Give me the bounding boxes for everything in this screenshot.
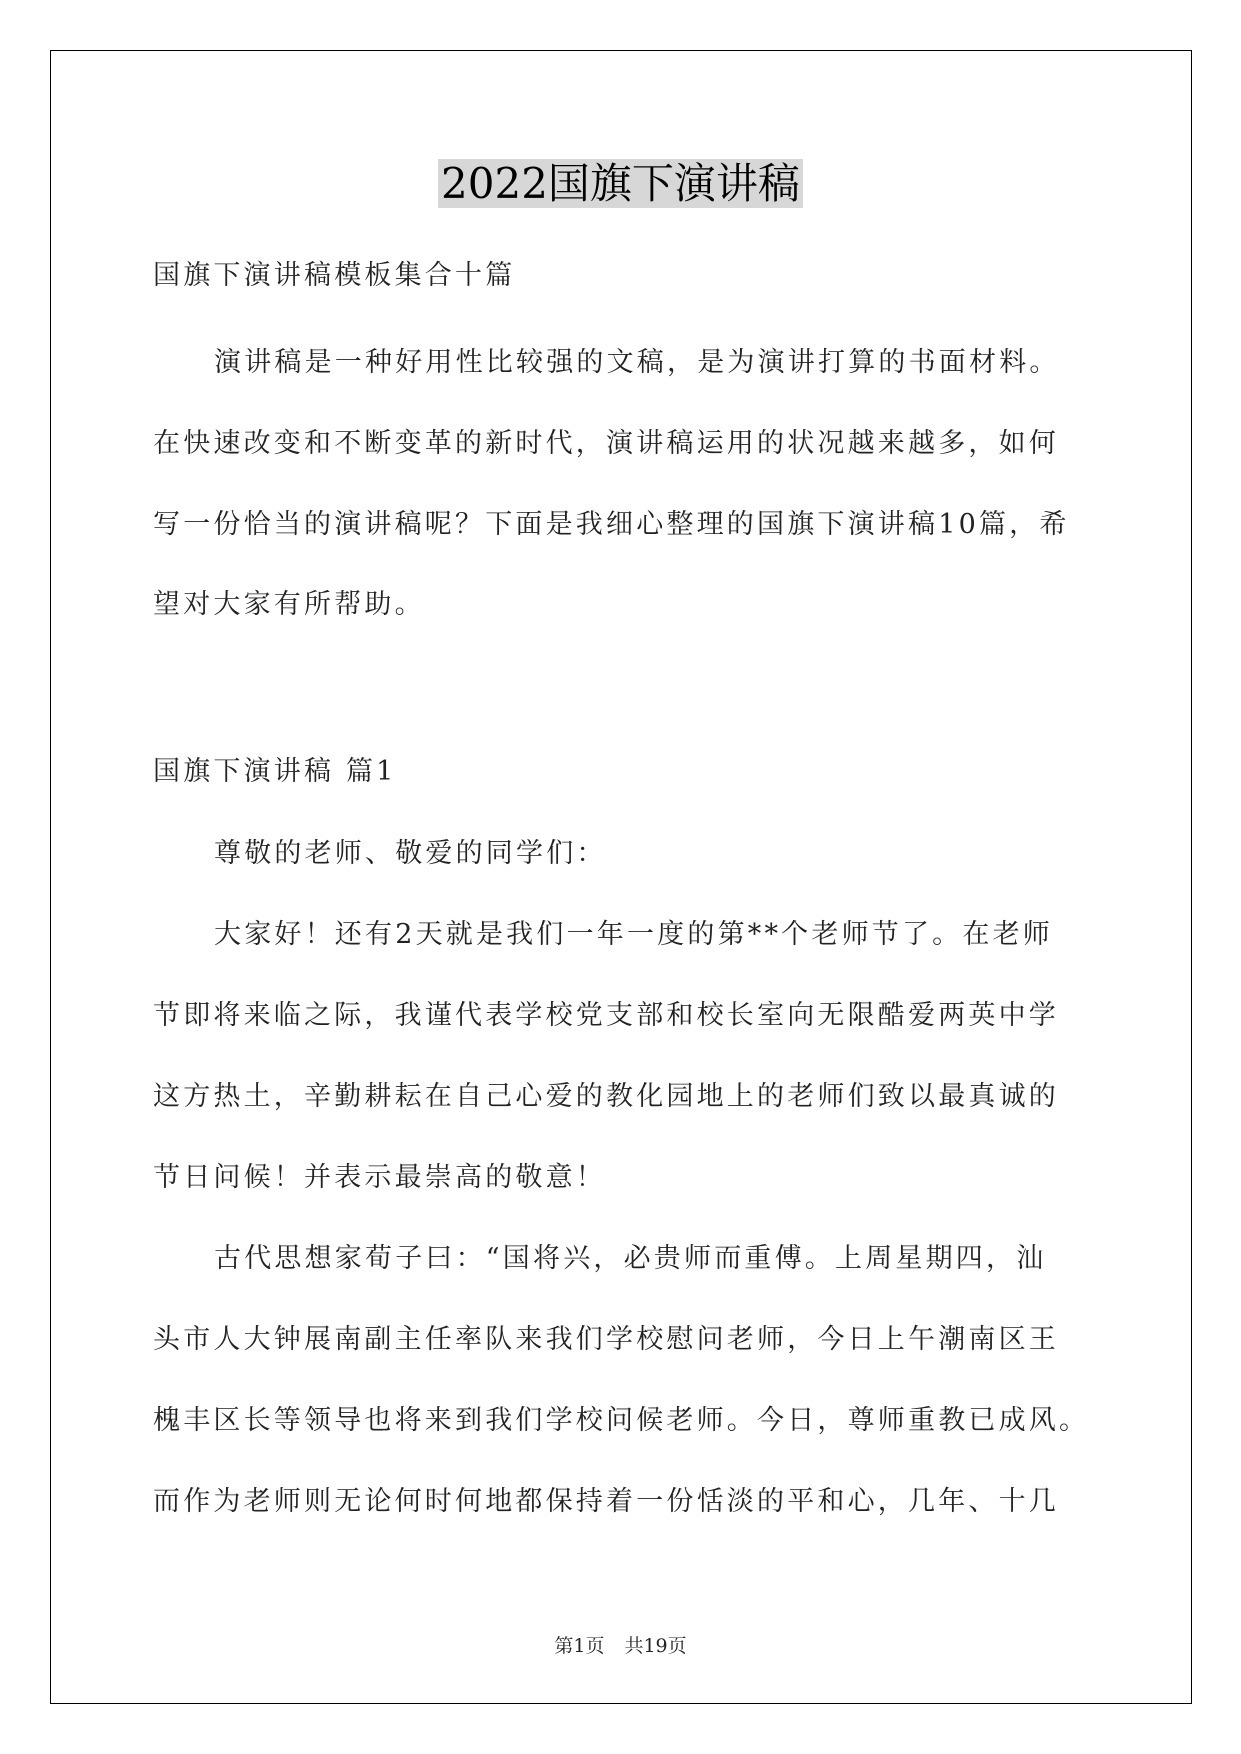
paragraph-line: 这方热土，辛勤耕耘在自己心爱的教化园地上的老师们致以最真诚的 bbox=[153, 1081, 1059, 1112]
paragraph-line: 望对大家有所帮助。 bbox=[153, 589, 425, 620]
paragraph-line: 写一份恰当的演讲稿呢？下面是我细心整理的国旗下演讲稿10篇，希 bbox=[153, 509, 1070, 540]
page-footer bbox=[0, 1634, 1241, 1658]
paragraph-line: 在快速改变和不断变革的新时代，演讲稿运用的状况越来越多，如何 bbox=[153, 428, 1059, 459]
paragraph-line: 演讲稿是一种好用性比较强的文稿，是为演讲打算的书面材料。 bbox=[214, 347, 1060, 378]
page-total: 共19页 bbox=[624, 1635, 687, 1657]
paragraph-line: 而作为老师则无论何时何地都保持着一份恬淡的平和心，几年、十几 bbox=[153, 1486, 1059, 1517]
paragraph-line: 槐丰区长等领导也将来到我们学校问候老师。今日，尊师重教已成风。 bbox=[153, 1405, 1090, 1436]
subtitle-line: 国旗下演讲稿模板集合十篇 bbox=[153, 260, 516, 291]
title-text: 2022国旗下演讲稿 bbox=[438, 159, 803, 208]
paragraph-line: 大家好！还有2天就是我们一年一度的第**个老师节了。在老师 bbox=[214, 919, 1053, 950]
paragraph-line: 节日问候！并表示最崇高的敬意！ bbox=[153, 1162, 606, 1193]
paragraph-line: 古代思想家荀子曰：“国将兴，必贵师而重傅。上周星期四，汕 bbox=[214, 1243, 1047, 1274]
paragraph-line: 节即将来临之际，我谨代表学校党支部和校长室向无限酷爱两英中学 bbox=[153, 1000, 1059, 1031]
paragraph-line: 尊敬的老师、敬爱的同学们： bbox=[214, 838, 607, 869]
paragraph-line: 头市人大钟展南副主任率队来我们学校慰问老师，今日上午潮南区王 bbox=[153, 1324, 1059, 1355]
page-border bbox=[50, 50, 1192, 1704]
page-number: 第1页 bbox=[554, 1635, 605, 1657]
document-title bbox=[0, 152, 1241, 216]
section-heading: 国旗下演讲稿 篇1 bbox=[153, 756, 397, 787]
